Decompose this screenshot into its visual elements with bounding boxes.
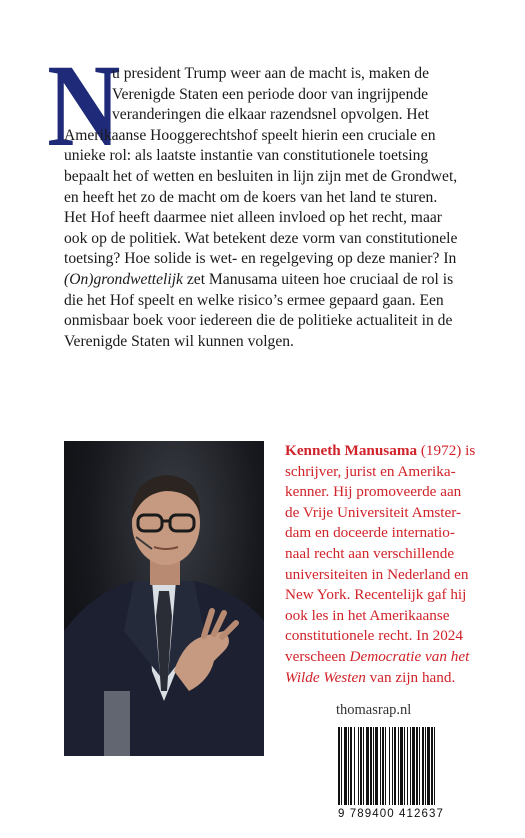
blurb-line: Amerikaanse Hooggerechtshof speelt hierin een cruciale en (64, 126, 436, 144)
barcode-bar (431, 727, 433, 805)
barcode-bar (360, 727, 362, 805)
barcode-bar (434, 727, 435, 805)
barcode-bar (410, 727, 411, 805)
bio-line: verscheen Democratie van het (285, 647, 470, 665)
barcode-bar (363, 727, 364, 805)
barcode-bar (366, 727, 369, 805)
bio-line: dam en doceerde internatio- (285, 524, 455, 542)
blurb-line: unieke rol: als laatste instantie van constitutionele toetsing (64, 147, 429, 165)
bio-line: naal recht aan verschillende (285, 544, 455, 562)
bio-line: ook les in het Amerikaanse (285, 606, 450, 624)
bio-line: constitutionele recht. In 2024 (285, 627, 463, 645)
bio-line: schrijver, jurist en Amerika- (285, 462, 456, 480)
blurb-line: toetsing? Hoe solide is wet- en regelgeving op deze manier? In (64, 250, 457, 268)
barcode-bar (404, 727, 405, 805)
drop-cap-letter: N (47, 40, 121, 171)
barcode-bar (394, 727, 396, 805)
barcode-bar (400, 727, 403, 805)
bio-line: universiteiten in Nederland en (285, 565, 469, 583)
author-photo (64, 441, 264, 756)
blurb-line: bepaalt het of wetten en besluiten in lijn zijn met de Grondwet, (64, 167, 458, 185)
bio-line: Kenneth Manusama (1972) is (285, 442, 476, 459)
blurb-line: die het Hof speelt en welke risico’s ermee gepaard gaan. Een (64, 291, 444, 309)
blurb-text (64, 64, 474, 352)
author-name: Kenneth Manusama (285, 442, 418, 459)
other-book-title-cont: Wilde Westen (285, 668, 366, 686)
blurb-line: Verenigde Staten wil kunnen volgen. (64, 332, 294, 350)
barcode-bar (427, 727, 430, 805)
isbn-number: 9 789400 412637 (338, 808, 445, 820)
barcode-bar (348, 727, 349, 805)
blurb-line: Verenigde Staten een periode door van ingrijpende (112, 85, 429, 103)
bio-line: New York. Recentelijk gaf hij (285, 586, 467, 604)
blurb-line: en heeft het zo de macht om de koers van het land te sturen. (64, 188, 438, 206)
barcode-bar (370, 727, 372, 805)
blurb-line: ook op de politiek. Wat betekent deze vorm van constitutionele (64, 229, 458, 247)
barcode-bar (350, 727, 352, 805)
barcode-bar (425, 727, 426, 805)
barcode-bar (382, 727, 384, 805)
barcode-bar (380, 727, 381, 805)
barcode-bar (375, 727, 378, 805)
barcode-bar (354, 727, 355, 805)
barcode-bar (389, 727, 390, 805)
bio-line: kenner. Hij promoveerde aan (285, 483, 462, 501)
barcode-bar (422, 727, 424, 805)
barcode-bar (373, 727, 374, 805)
bio-line: Wilde Westen van zijn hand. (285, 668, 456, 686)
barcode-bar (398, 727, 399, 805)
other-book-title: Democratie van het (349, 647, 470, 665)
author-bio (285, 441, 505, 688)
barcode-bar (419, 727, 420, 805)
barcode-bar (407, 727, 408, 805)
barcode-bar (341, 727, 342, 805)
blurb-line: Het Hof heeft daarmee niet alleen invloed op het recht, maar (64, 209, 442, 227)
book-title: (On)grondwettelijk (64, 270, 183, 288)
barcode-bar (416, 727, 418, 805)
barcode-bar (412, 727, 415, 805)
barcode-bar (385, 727, 386, 805)
blurb-line: u president Trump weer aan de macht is, maken de (112, 65, 429, 82)
bio-line: de Vrije Universiteit Amster- (285, 503, 462, 521)
blurb-line: veranderingen die elkaar razendsnel opvolgen. Het (112, 106, 429, 124)
barcode-bar (338, 727, 340, 805)
blurb-line: onmisbaar boek voor iedereen die de politieke actualiteit in de (64, 312, 453, 330)
barcode-bar (392, 727, 393, 805)
blurb-line-with-title: (On)grondwettelijk zet Manusama uiteen hoe cruciaal de rol is (64, 270, 454, 288)
barcode-bar (358, 727, 359, 805)
barcode-bar (344, 727, 347, 805)
